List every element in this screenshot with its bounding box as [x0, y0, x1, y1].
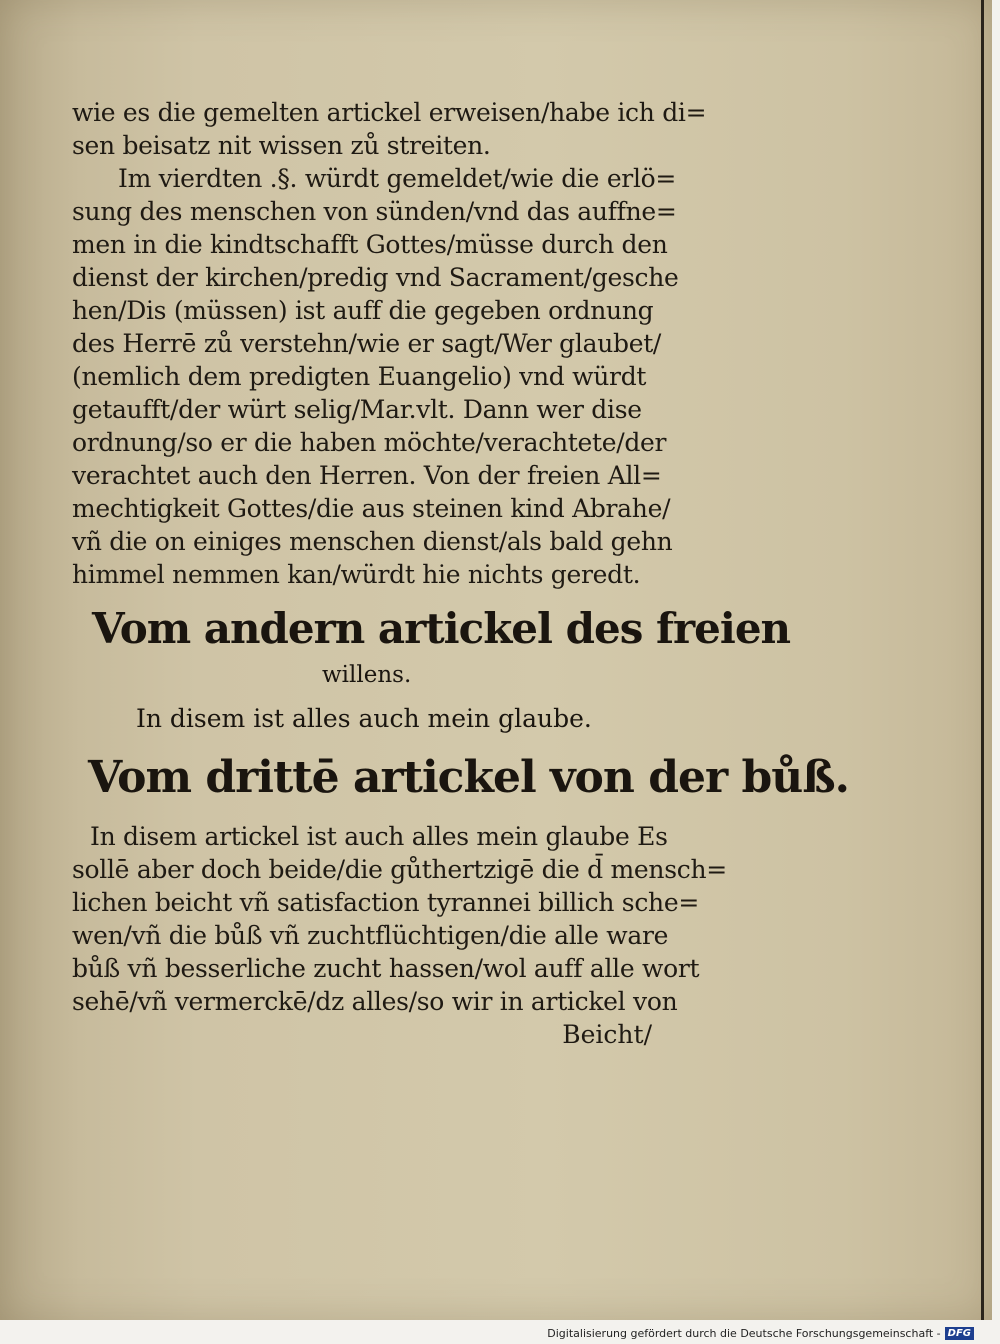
- text-line: sollē aber doch beide/die gůthertzigē die d̄ mensch=: [72, 855, 727, 884]
- catchword: Beicht/: [562, 1020, 652, 1049]
- text-line: sung des menschen von sünden/vnd das auffne=: [72, 197, 677, 226]
- text-line: dienst der kirchen/predig vnd Sacrament/gesche: [72, 263, 679, 292]
- text-line: des Herrē zů verstehn/wie er sagt/Wer glaubet/: [72, 329, 662, 358]
- section-heading-3: Vom drittē artickel von der bůß.: [88, 752, 849, 803]
- text-line: bůß vñ besserliche zucht hassen/wol auff alle wort: [72, 954, 700, 983]
- page-edge-shadow: [981, 0, 984, 1320]
- text-line: mechtigkeit Gottes/die aus steinen kind Abrahe/: [72, 494, 671, 523]
- section-subheading: In disem ist alles auch mein glaube.: [136, 704, 592, 733]
- text-line: sehē/vñ vermerckē/dz alles/so wir in artickel von: [72, 987, 678, 1016]
- text-line: hen/Dis (müssen) ist auff die gegeben ordnung: [72, 296, 654, 325]
- digitization-credit: [547, 1327, 974, 1340]
- text-line: Im vierdten .§. würdt gemeldet/wie die erlö=: [118, 164, 677, 193]
- paragraph-3: [72, 820, 727, 1018]
- section-heading-2-line-1: Vom andern artickel des freien: [92, 604, 791, 653]
- text-line: himmel nemmen kan/würdt hie nichts geredt.: [72, 560, 641, 589]
- text-line: lichen beicht vñ satisfaction tyrannei billich sche=: [72, 888, 699, 917]
- text-line: sen beisatz nit wissen zů streiten.: [72, 131, 491, 160]
- text-line: (nemlich dem predigten Euangelio) vnd würdt: [72, 362, 647, 391]
- credit-text: Digitalisierung gefördert durch die Deutsche Forschungsgemeinschaft -: [547, 1327, 941, 1340]
- section-heading-2-line-2: willens.: [322, 662, 412, 688]
- paragraph-2: [72, 162, 679, 591]
- text-line: verachtet auch den Herren. Von der freien All=: [72, 461, 662, 490]
- text-line: wen/vñ die bůß vñ zuchtflüchtigen/die alle ware: [72, 921, 669, 950]
- text-line: getaufft/der würt selig/Mar.vlt. Dann wer dise: [72, 395, 642, 424]
- text-line: ordnung/so er die haben möchte/verachtete/der: [72, 428, 667, 457]
- text-line: men in die kindtschafft Gottes/müsse durch den: [72, 230, 668, 259]
- text-line: vñ die on einiges menschen dienst/als bald gehn: [72, 527, 673, 556]
- text-line: In disem artickel ist auch alles mein glaube Es: [90, 822, 668, 851]
- text-line: wie es die gemelten artickel erweisen/habe ich di=: [72, 98, 707, 127]
- paragraph-1: [72, 96, 707, 162]
- dfg-logo-icon: DFG: [945, 1327, 974, 1340]
